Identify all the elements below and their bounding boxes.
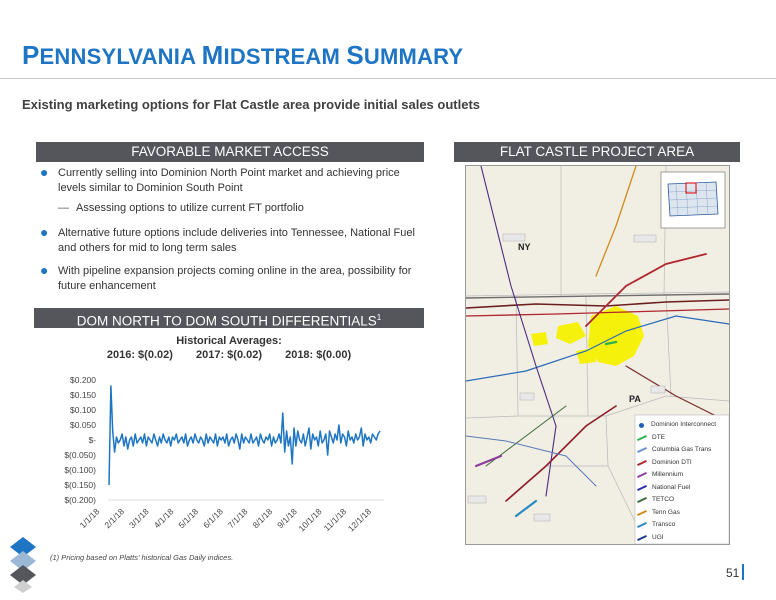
page-number: 51 [726,566,740,580]
legend-line-icon [637,435,647,441]
x-tick-label: 8/1/18 [250,506,275,531]
page-subtitle: Existing marketing options for Flat Castle area provide initial sales outlets [22,97,481,112]
bullet-text: With pipeline expansion projects coming online in the area, possibility for future enhancement [58,265,412,292]
legend-item [637,469,729,482]
legend-line-icon [637,447,647,453]
x-tick-label: 3/1/18 [127,506,151,531]
title-word-2: MIDSTREAM [201,40,341,70]
title-word-3: SUMMARY [346,40,464,70]
legend-line-icon [637,460,647,466]
title-divider [0,78,776,79]
legend-line-icon [637,510,647,516]
legend-item [637,494,729,507]
footnote: (1) Pricing based on Platts' historical Gas Daily indices. [50,553,234,562]
legend-line-icon [637,485,647,491]
legend-item [637,444,729,457]
legend-item [637,532,729,545]
legend-label: Tenn Gas [652,508,680,516]
x-tick-label: 2/1/18 [102,506,127,531]
map-label-ny: NY [518,242,531,252]
bullet-item [40,226,425,256]
avg-2016: 2016: $(0.02) [106,349,173,361]
bullet-item [40,166,425,196]
x-tick-label: 9/1/18 [275,506,299,531]
x-tick-label: 10/1/18 [296,506,324,534]
legend-dot-icon [639,423,644,428]
market-access-header: FAVORABLE MARKET ACCESS [36,142,424,162]
legend-item [637,519,729,532]
map-legend [637,419,729,544]
historical-averages [34,334,424,362]
legend-label: DTE [652,433,665,441]
company-logo [8,533,38,595]
legend-label: TETCO [652,496,675,503]
differential-series-line [109,386,380,485]
y-tick-label: $(0.200) [64,495,96,505]
x-tick-label: 11/1/18 [321,506,349,534]
legend-line-icon [637,497,647,503]
sub-bullet-text: Assessing options to utilize current FT portfolio [76,202,304,214]
legend-label: Columbia Gas Trans [652,446,712,453]
dash-icon: — [58,202,69,214]
y-tick-label: $(0.150) [64,480,96,490]
y-tick-label: $0.150 [70,390,96,400]
legend-label: Dominion Interconnect [651,421,717,428]
y-tick-label: $(0.100) [64,465,96,475]
bullet-text: Currently selling into Dominion North Point market and achieving price levels similar to Dominion South Point [58,167,400,194]
footnote-marker: 1 [376,313,382,322]
legend-label: Dominion DTI [652,458,692,466]
legend-item [637,457,729,470]
x-tick-label: 1/1/18 [77,506,102,531]
title-word-1: PENNSYLVANIA [22,40,196,70]
x-tick-label: 4/1/18 [151,506,176,531]
legend-line-icon [637,522,647,528]
differentials-header [34,308,424,328]
y-tick-label: $- [88,435,96,445]
bullet-text: Alternative future options include deliveries into Tennessee, National Fuel and others for mid to long term sales [58,227,415,254]
legend-line-icon [637,535,647,541]
map-label-pa: PA [629,394,641,404]
y-tick-label: $(0.050) [64,450,96,460]
bullet-dot-icon: ● [40,164,49,180]
bullet-dot-icon: ● [40,262,49,278]
bullet-dot-icon: ● [40,224,49,240]
sub-bullet-item [40,201,425,216]
historical-averages-title: Historical Averages: [176,335,282,347]
x-tick-label: 6/1/18 [201,506,225,531]
bullet-item [40,264,425,294]
avg-2017: 2017: $(0.02) [195,349,263,361]
page-title [22,40,463,71]
avg-2018: 2018: $(0.00) [285,349,352,361]
x-tick-label: 12/1/18 [345,506,374,534]
legend-label: UGI [652,533,664,541]
project-area-map [465,165,730,545]
y-tick-label: $0.200 [70,375,96,385]
differentials-header-text: DOM NORTH TO DOM SOUTH DIFFERENTIALS [76,313,377,329]
page-number-accent [742,564,744,580]
y-tick-label: $0.100 [70,405,96,415]
legend-line-icon [637,472,647,478]
market-access-bullets [40,166,425,302]
project-area-header: FLAT CASTLE PROJECT AREA [454,142,740,162]
legend-item [637,432,729,445]
x-tick-label: 7/1/18 [225,506,250,531]
legend-label: Transco [652,521,676,528]
x-tick-label: 5/1/18 [176,506,201,531]
differentials-line-chart [34,368,424,538]
legend-item [637,482,729,495]
legend-item [637,419,729,432]
legend-label: Millennium [652,471,684,478]
legend-item [637,507,729,520]
y-tick-label: $0.050 [70,420,96,430]
historical-averages-values [34,348,424,362]
legend-label: National Fuel [652,483,691,491]
